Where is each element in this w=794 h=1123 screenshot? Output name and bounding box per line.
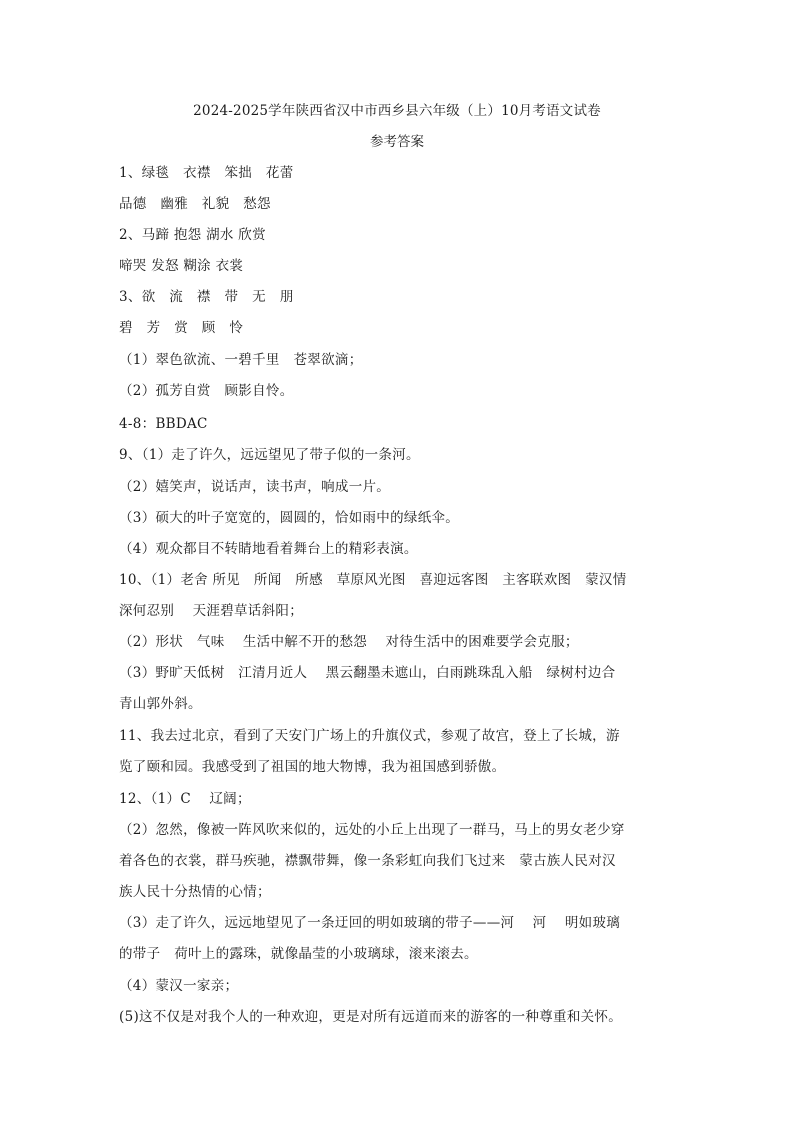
- answer-line: 1、绿毯 衣襟 笨拙 花蕾: [119, 165, 294, 181]
- answer-line: (5)这不仅是对我个人的一种欢迎，更是对所有远道而来的游客的一种尊重和关怀。: [119, 1009, 623, 1025]
- answer-line: （4）观众都目不转睛地看着舞台上的精彩表演。: [119, 541, 418, 557]
- answer-line: 11、我去过北京，看到了天安门广场上的升旗仪式，参观了故宫，登上了长城，游: [119, 728, 620, 744]
- document-title: 2024-2025学年陕西省汉中市西乡县六年级（上）10月考语文试卷: [193, 103, 601, 119]
- answer-line: 深何忍别 天涯碧草话斜阳；: [119, 603, 303, 619]
- answer-line: 族人民十分热情的心情；: [119, 884, 271, 900]
- document-subtitle: 参考答案: [370, 134, 424, 150]
- answer-line: 览了颐和园。我感受到了祖国的地大物博，我为祖国感到骄傲。: [119, 759, 506, 775]
- answer-line: 3、欲 流 襟 带 无 朋: [119, 289, 294, 305]
- answer-line: 2、马蹄 抱怨 湖水 欣赏: [119, 227, 266, 243]
- answer-line: 品德 幽雅 礼貌 愁怨: [119, 196, 271, 212]
- answer-line: （2）忽然，像被一阵风吹来似的，远处的小丘上出现了一群马，马上的男女老少穿: [119, 822, 625, 838]
- answer-line: （2）孤芳自赏 顾影自怜。: [119, 383, 294, 399]
- answer-line: 9、（1）走了许久，远远望见了带子似的一条河。: [119, 447, 420, 463]
- answer-line: 10、（1）老舍 所见 所闻 所感 草原风光图 喜迎远客图 主客联欢图 蒙汉情: [119, 572, 627, 588]
- answer-line: 12、（1）C 辽阔；: [119, 791, 251, 807]
- answer-line: （3）硕大的叶子宽宽的，圆圆的，恰如雨中的绿纸伞。: [119, 510, 460, 526]
- answer-line: 青山郭外斜。: [119, 696, 202, 712]
- answer-line: （3）走了许久，远远地望见了一条迂回的明如玻璃的带子——河 河 明如玻璃: [119, 915, 621, 931]
- answer-line: 4-8：BBDAC: [119, 416, 208, 432]
- answer-line: 啼哭 发怒 糊涂 衣裳: [119, 258, 244, 274]
- answer-line: 着各色的衣裳，群马疾驰，襟飘带舞，像一条彩虹向我们飞过来 蒙古族人民对汉: [119, 853, 616, 869]
- answer-line: （1）翠色欲流、一碧千里 苍翠欲滴；: [119, 352, 363, 368]
- answer-line: （3）野旷天低树 江清月近人 黑云翻墨未遮山，白雨跳珠乱入船 绿树村边合: [119, 665, 616, 681]
- answer-line: 碧 芳 赏 顾 怜: [119, 320, 244, 336]
- answer-line: （4）蒙汉一家亲；: [119, 978, 239, 994]
- answer-line: （2）嬉笑声，说话声，读书声，响成一片。: [119, 479, 391, 495]
- answer-line: （2）形状 气味 生活中解不开的愁怨 对待生活中的困难要学会克服；: [119, 634, 579, 650]
- answer-line: 的带子 荷叶上的露珠，就像晶莹的小玻璃球，滚来滚去。: [119, 946, 478, 962]
